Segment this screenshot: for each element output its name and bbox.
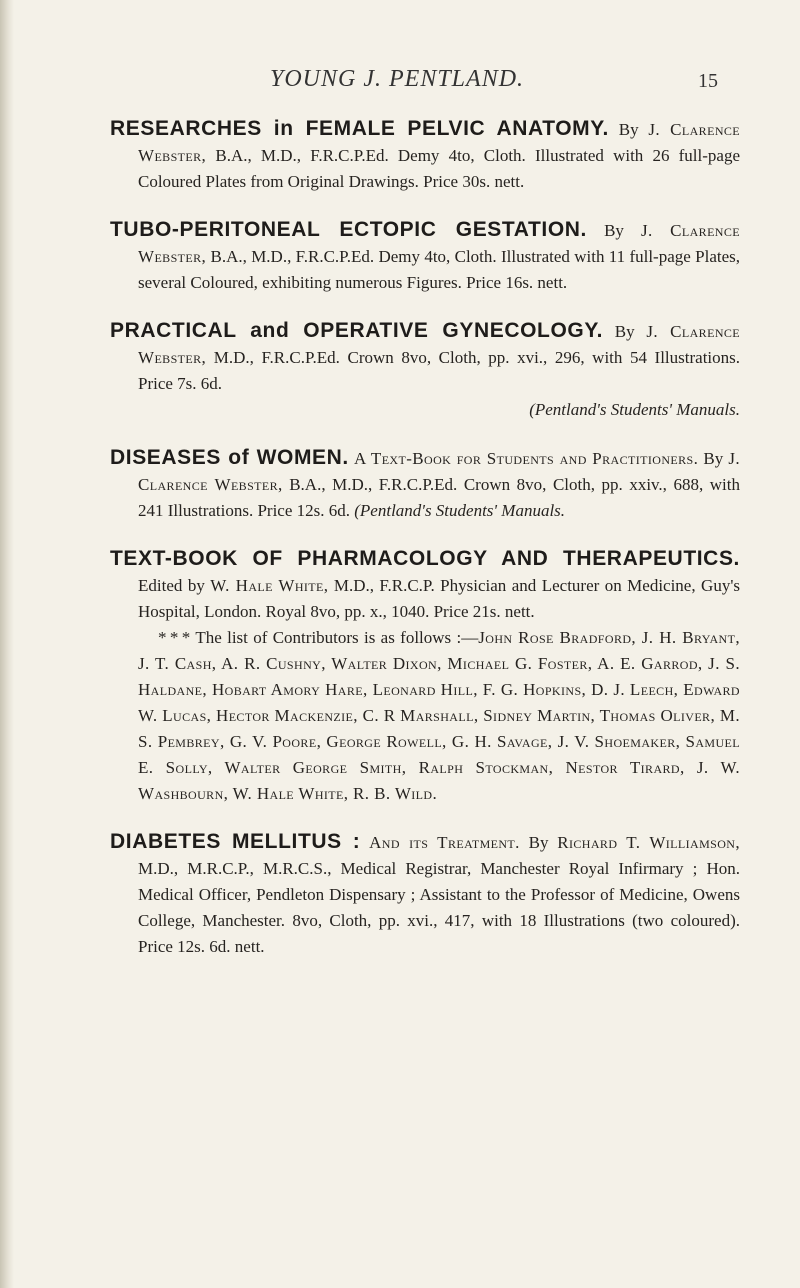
asterism-mark: * * * <box>158 628 191 647</box>
book-title: TUBO-PERITONEAL ECTOPIC GESTATION. <box>110 218 587 241</box>
book-subtitle: And its Treatment. <box>369 833 520 852</box>
by-label: By <box>528 833 549 852</box>
book-entry <box>110 829 740 960</box>
book-author: W. Hale White, <box>210 576 329 595</box>
book-subtitle: A Text-Book for Students and Practitioners. <box>353 449 699 468</box>
running-title: YOUNG J. PENTLAND. <box>270 66 525 92</box>
page-number: 15 <box>698 70 718 92</box>
book-entry <box>110 116 740 195</box>
book-entry <box>110 318 740 423</box>
by-label: By <box>703 449 724 468</box>
book-author: J. Clarence Webster, <box>138 120 741 165</box>
book-entry <box>110 217 740 296</box>
book-author: J. Clarence Webster, <box>138 449 740 494</box>
book-title: DIABETES MELLITUS : <box>110 830 361 853</box>
book-title: TEXT-BOOK OF PHARMACOLOGY AND THERAPEUTICS. <box>110 547 740 570</box>
book-title: RESEARCHES in FEMALE PELVIC ANATOMY. <box>110 117 609 140</box>
contributors-list: John Rose Bradford, J. H. Bryant, J. T. Cash, A. R. Cushny, Walter Dixon, Michael G. Foster, A. E. Garrod, J. S. Haldane, Hobart Amory Hare, Leonard Hill, F. G. Hopkins, D. J. Leech, Edward W. Lucas, Hector Mackenzie, C. R Marshall, Sidney Martin, Thomas Oliver, M. S. Pembrey, G. V. Poore, George Rowell, G. H. Savage, J. V. Shoemaker, Samuel E. Solly, Walter George Smith, Ralph Stockman, Nestor Tirard, J. W. Washbourn, W. Hale White, R. B. Wild. <box>138 628 740 803</box>
contributors-note <box>138 625 740 807</box>
book-title: PRACTICAL and OPERATIVE GYNECOLOGY. <box>110 319 604 342</box>
catalogue-listing <box>110 116 740 982</box>
by-label: By <box>618 120 639 139</box>
series-name: (Pentland's Students' Manuals. <box>354 501 566 520</box>
book-description: B.A., M.D., F.R.C.P.Ed. Demy 4to, Cloth. Illustrated with 11 full-page Plates, several Coloured, exhibiting numerous Figures. Price 16s. nett. <box>138 247 740 292</box>
book-entry <box>110 546 740 807</box>
page-header <box>120 66 740 96</box>
book-title: DISEASES of WOMEN. <box>110 446 349 469</box>
book-description: B.A., M.D., F.R.C.P.Ed. Demy 4to, Cloth. Illustrated with 26 full-page Coloured Plates from Original Drawings. Price 30s. nett. <box>138 146 741 191</box>
book-author: J. Clarence Webster, <box>138 221 740 266</box>
book-description: M.D., F.R.C.P. Physician and Lecturer on Medicine, Guy's Hospital, London. Royal 8vo, pp. x., 1040. Price 21s. nett. <box>138 576 740 621</box>
contributors-intro: The list of Contributors is as follows :— <box>195 628 479 647</box>
series-name: (Pentland's Students' Manuals. <box>529 400 740 419</box>
book-description: B.A., M.D., F.R.C.P.Ed. Crown 8vo, Cloth, pp. xxiv., 688, with 241 Illustrations. Price 12s. 6d. <box>138 475 740 520</box>
by-label: By <box>614 322 635 341</box>
edited-by-label: Edited by <box>138 576 205 595</box>
book-author: J. Clarence Webster, <box>138 322 741 367</box>
book-author: Richard T. Williamson, <box>557 833 741 852</box>
by-label: By <box>604 221 624 240</box>
page-binding-shadow <box>0 0 14 1288</box>
book-description: M.D., F.R.C.P.Ed. Crown 8vo, Cloth, pp. xvi., 296, with 54 Illustrations. Price 7s. 6d. <box>138 348 741 393</box>
book-entry <box>110 445 740 524</box>
book-description: M.D., M.R.C.P., M.R.C.S., Medical Registrar, Manchester Royal Infirmary ; Hon. Medical Officer, Pendleton Dispensary ; Assistant to the Professor of Medicine, Owens College, Manchester. 8vo, Cloth, pp. xvi., 417, with 18 Illustrations (two coloured). Price 12s. 6d. nett. <box>138 859 740 956</box>
